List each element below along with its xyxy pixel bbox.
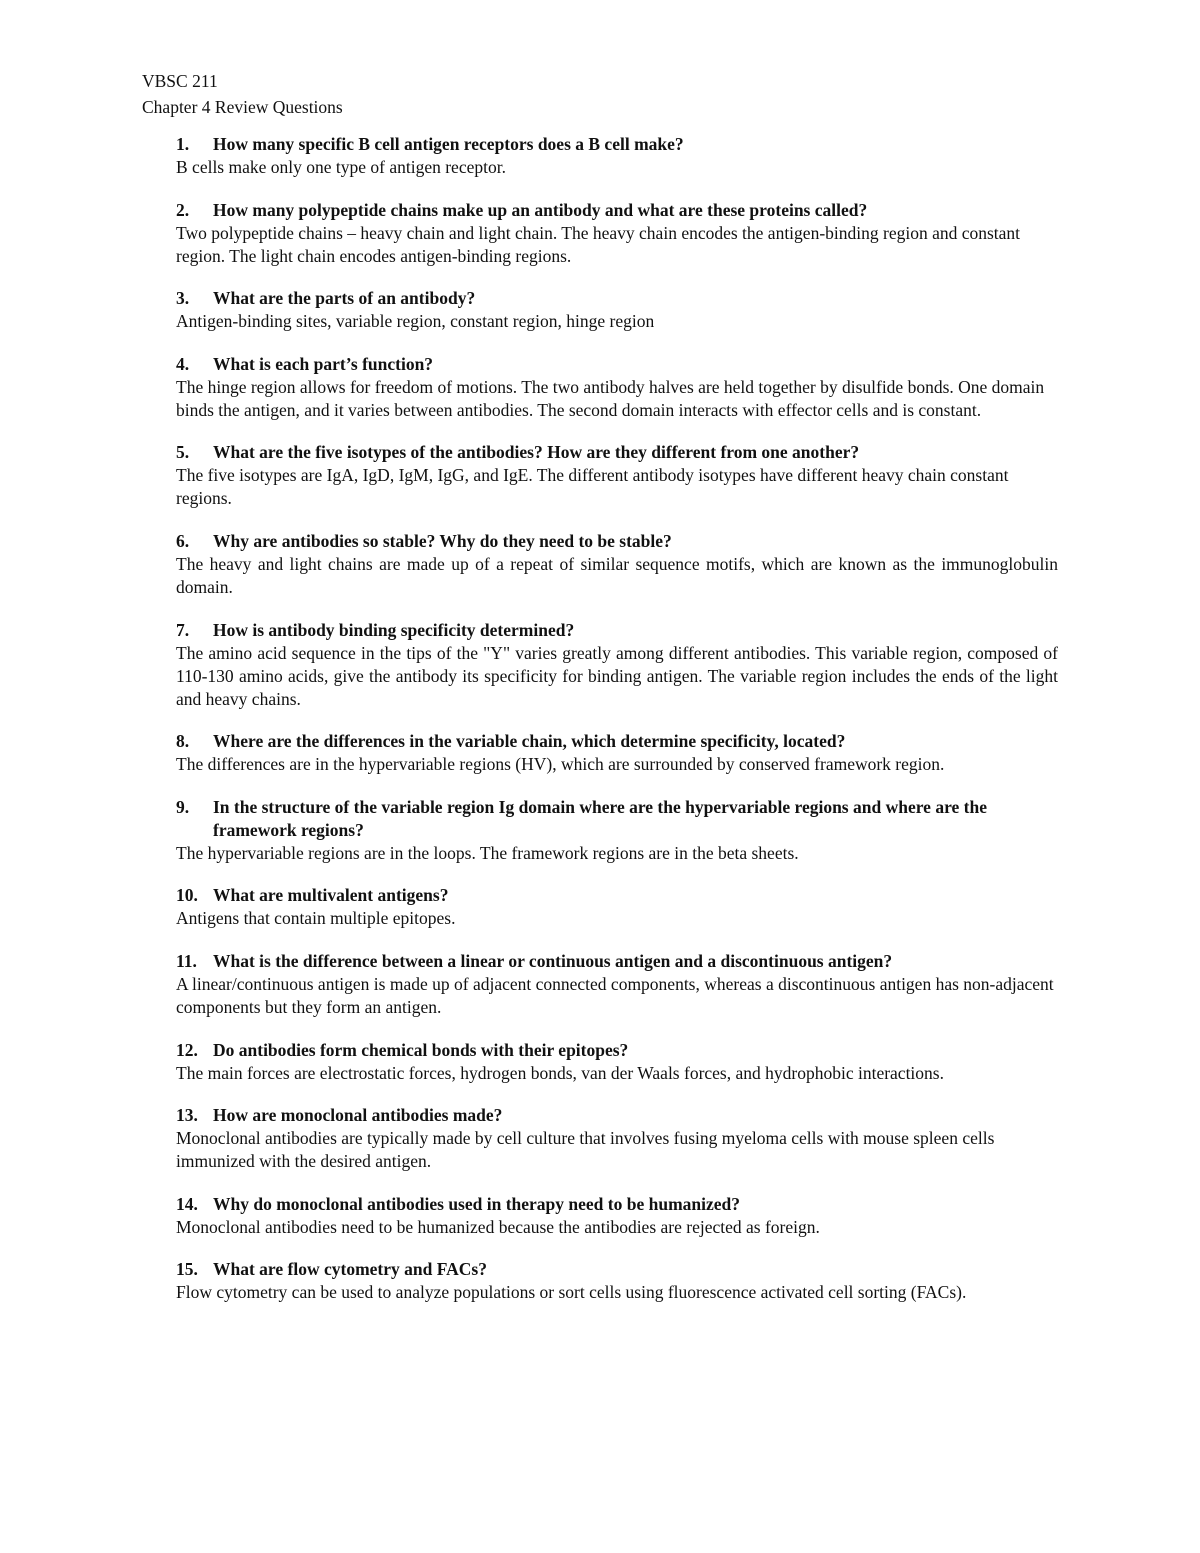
qa-item-6 — [142, 530, 1058, 599]
question-number: 9. — [176, 796, 190, 817]
question — [142, 1104, 1058, 1127]
qa-item-1 — [142, 133, 1058, 179]
qa-item-3 — [142, 287, 1058, 333]
question-text: What is the difference between a linear or continuous antigen and a discontinuous antigen? — [213, 950, 893, 971]
question-number: 13. — [176, 1105, 198, 1126]
question-text: Where are the differences in the variable chain, which determine specificity, located? — [213, 731, 846, 752]
question-text: Why are antibodies so stable? Why do they need to be stable? — [213, 530, 672, 551]
course-code: VBSC 211 — [142, 71, 218, 91]
question — [142, 133, 1058, 156]
question-number: 1. — [176, 134, 190, 154]
question — [142, 1039, 1058, 1062]
question-text: What is each part’s function? — [213, 353, 434, 374]
question — [142, 730, 1058, 753]
qa-item-12 — [142, 1039, 1058, 1085]
question — [142, 530, 1058, 553]
question-number: 12. — [176, 1039, 198, 1060]
question-text: Do antibodies form chemical bonds with their epitopes? — [213, 1039, 629, 1060]
answer-text: The hypervariable regions are in the loops. The framework regions are in the beta sheets. — [176, 842, 799, 863]
question-number: 3. — [176, 288, 190, 309]
question — [142, 1258, 1058, 1281]
answer-text: The amino acid sequence in the tips of the "Y" varies greatly among different antibodies. This variable region, composed of 110-130 amino acids, give the antibody its specificity for binding antigen. The variable region includes the ends of the light and heavy chains. — [176, 642, 1058, 709]
qa-item-8 — [142, 730, 1058, 776]
question-text: What are multivalent antigens? — [213, 885, 449, 906]
question — [142, 353, 1058, 376]
qa-item-4 — [142, 353, 1058, 422]
qa-item-13 — [142, 1104, 1058, 1173]
answer-text: The hinge region allows for freedom of motions. The two antibody halves are held together by disulfide bonds. One domain binds the antigen, and it varies between antibodies. The second domain interacts with effector cells and is constant. — [176, 376, 1045, 420]
question — [142, 199, 1058, 222]
answer-text: Two polypeptide chains – heavy chain and light chain. The heavy chain encodes the antigen-binding region and constant region. The light chain encodes antigen-binding regions. — [176, 222, 1021, 266]
qa-item-7 — [142, 619, 1058, 711]
question — [142, 619, 1058, 642]
question — [142, 287, 1058, 310]
answer-text: Antigen-binding sites, variable region, constant region, hinge region — [176, 311, 655, 332]
question-number: 5. — [176, 442, 190, 463]
question-list — [142, 133, 1058, 1304]
answer-text: Monoclonal antibodies are typically made by cell culture that involves fusing myeloma cells with mouse spleen cells immunized with the desired antigen. — [176, 1128, 995, 1172]
question-number: 6. — [176, 530, 190, 551]
qa-item-15 — [142, 1258, 1058, 1304]
qa-item-2 — [142, 199, 1058, 268]
answer-text: A linear/continuous antigen is made up of adjacent connected components, whereas a discontinuous antigen has non-adjacent components but they form an antigen. — [176, 973, 1054, 1017]
answer-text: B cells make only one type of antigen receptor. — [176, 157, 506, 177]
answer-text: The differences are in the hypervariable regions (HV), which are surrounded by conserved framework region. — [176, 754, 945, 775]
qa-item-14 — [142, 1193, 1058, 1239]
question-text: How many polypeptide chains make up an antibody and what are these proteins called? — [213, 199, 868, 220]
question-number: 8. — [176, 731, 190, 752]
qa-item-10 — [142, 884, 1058, 930]
question-text: Why do monoclonal antibodies used in therapy need to be humanized? — [213, 1193, 741, 1214]
question-text: How many specific B cell antigen receptors does a B cell make? — [213, 134, 684, 154]
question-number: 11. — [176, 950, 197, 971]
question — [142, 884, 1058, 907]
question — [142, 1193, 1058, 1216]
question-number: 7. — [176, 619, 190, 640]
answer-text: The heavy and light chains are made up of a repeat of similar sequence motifs, which are known as the immunoglobulin domain. — [176, 553, 1058, 597]
question — [142, 441, 1058, 464]
question-number: 4. — [176, 353, 190, 374]
document-title: Chapter 4 Review Questions — [142, 97, 343, 117]
question — [142, 796, 1058, 842]
question-number: 15. — [176, 1259, 198, 1280]
answer-text: The five isotypes are IgA, IgD, IgM, IgG, and IgE. The different antibody isotypes have different heavy chain constant regions. — [176, 465, 1009, 509]
qa-item-5 — [142, 441, 1058, 510]
question-number: 10. — [176, 885, 198, 906]
question-text: How is antibody binding specificity determined? — [213, 619, 575, 640]
question-number: 14. — [176, 1193, 198, 1214]
answer-text: Flow cytometry can be used to analyze populations or sort cells using fluorescence activated cell sorting (FACs). — [176, 1282, 967, 1303]
question-text: What are the five isotypes of the antibodies? How are they different from one another? — [213, 442, 860, 463]
question-text: How are monoclonal antibodies made? — [213, 1105, 503, 1126]
question — [142, 950, 1058, 973]
answer-text: Monoclonal antibodies need to be humanized because the antibodies are rejected as foreign. — [176, 1216, 820, 1237]
answer-text: The main forces are electrostatic forces, hydrogen bonds, van der Waals forces, and hydrophobic interactions. — [176, 1062, 944, 1083]
question-number: 2. — [176, 199, 190, 220]
qa-item-11 — [142, 950, 1058, 1019]
question-text: In the structure of the variable region Ig domain where are the hypervariable regions and where are the framework regions? — [213, 796, 987, 840]
question-text: What are the parts of an antibody? — [213, 288, 476, 309]
qa-item-9 — [142, 796, 1058, 865]
answer-text: Antigens that contain multiple epitopes. — [176, 908, 456, 929]
question-text: What are flow cytometry and FACs? — [213, 1259, 487, 1280]
